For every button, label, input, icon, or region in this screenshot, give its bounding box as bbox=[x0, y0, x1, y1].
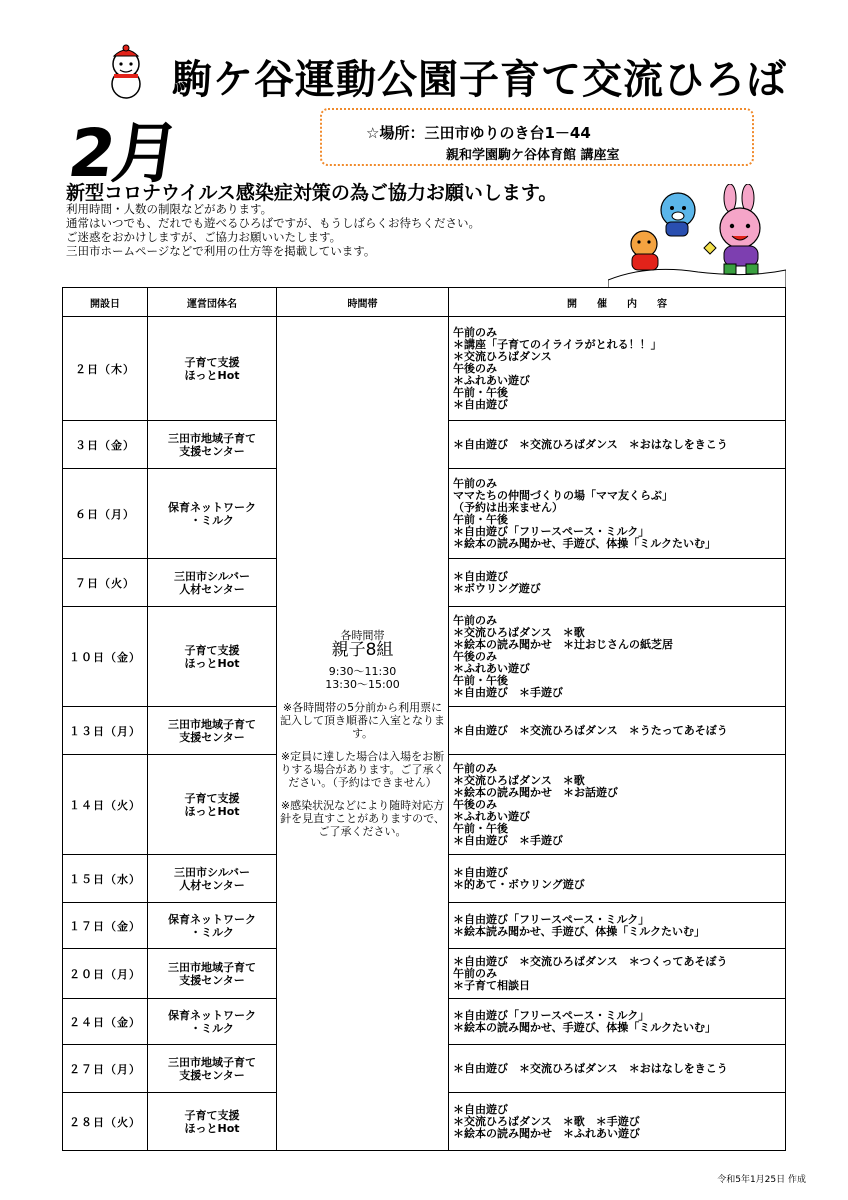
row-organization bbox=[148, 707, 277, 755]
content-line: ＊自由遊び bbox=[453, 569, 508, 583]
time-note: ※各時間帯の5分前から利用票に記入して頂き順番に入室となります。 bbox=[280, 701, 445, 740]
notice-line: 三田市ホームページなどで利用の仕方等を掲載しています。 bbox=[66, 244, 376, 258]
row-organization bbox=[148, 1093, 277, 1151]
content-line: ＊自由遊び ＊交流ひろばダンス ＊つくってあそぼう bbox=[453, 954, 728, 968]
content-line: ＊自由遊び ＊交流ひろばダンス ＊うたってあそぼう bbox=[453, 723, 728, 737]
content-line: 午前・午後 bbox=[453, 385, 508, 399]
row-date: ６日（月） bbox=[63, 469, 148, 559]
content-line: ＊ふれあい遊び bbox=[453, 809, 530, 823]
content-line: ＊絵本の読み聞かせ ＊お話遊び bbox=[453, 785, 618, 799]
time-slot-morning: 9:30～11:30 bbox=[328, 665, 397, 678]
content-line: ＊自由遊び ＊交流ひろばダンス ＊おはなしをきこう bbox=[453, 437, 728, 451]
row-date: ３日（金） bbox=[63, 421, 148, 469]
organization-line: ほっとHot bbox=[184, 368, 240, 382]
row-organization bbox=[148, 855, 277, 903]
row-date: ２８日（火） bbox=[63, 1093, 148, 1151]
notice-line: 利用時間・人数の制限などがあります。 bbox=[66, 202, 273, 216]
content-line: ＊交流ひろばダンス ＊歌 bbox=[453, 773, 585, 787]
content-line: ＊自由遊び ＊手遊び bbox=[453, 685, 563, 699]
time-note: ※感染状況などにより随時対応方針を見直すことがありますので、ご了承ください。 bbox=[280, 799, 445, 838]
content-line: ＊自由遊び bbox=[453, 865, 508, 879]
row-date: １５日（水） bbox=[63, 855, 148, 903]
content-line: ＊講座「子育てのイライラがとれる！！」 bbox=[453, 337, 662, 351]
content-line: ＊自由遊び「フリースペース・ミルク」 bbox=[453, 524, 650, 538]
organization-line: 人材センター bbox=[179, 878, 245, 892]
organization-line: ・ミルク bbox=[190, 1021, 234, 1035]
content-line: 午前・午後 bbox=[453, 673, 508, 687]
header-date: 開設日 bbox=[63, 288, 148, 317]
row-date: ２０日（月） bbox=[63, 949, 148, 999]
row-content bbox=[449, 855, 786, 903]
row-organization bbox=[148, 755, 277, 855]
content-line: 午前のみ bbox=[453, 966, 497, 980]
row-organization bbox=[148, 421, 277, 469]
organization-line: 支援センター bbox=[179, 1068, 245, 1082]
content-line: ＊絵本の読み聞かせ、手遊び、体操「ミルクたいむ」 bbox=[453, 536, 717, 550]
content-line: 午前のみ bbox=[453, 325, 497, 339]
row-date: ２日（木） bbox=[63, 317, 148, 421]
content-line: ＊絵本読み聞かせ、手遊び、体操「ミルクたいむ」 bbox=[453, 924, 706, 938]
header-time: 時間帯 bbox=[277, 288, 449, 317]
content-line: ＊自由遊び bbox=[453, 397, 508, 411]
place-address: ☆場所：三田市ゆりのき台1－44 bbox=[366, 124, 591, 142]
time-note: ※定員に達した場合は入場をお断りする場合があります。ご了承ください。（予約はできません） bbox=[280, 750, 445, 789]
row-content bbox=[449, 903, 786, 949]
row-organization bbox=[148, 999, 277, 1045]
content-line: ＊交流ひろばダンス bbox=[453, 349, 552, 363]
row-date: ２４日（金） bbox=[63, 999, 148, 1045]
row-date: １４日（火） bbox=[63, 755, 148, 855]
table-row bbox=[63, 317, 786, 421]
notice-line: 通常はいつでも、だれでも遊べるひろばですが、もうしばらくお待ちください。 bbox=[66, 216, 480, 230]
notice-heading: 新型コロナウイルス感染症対策の為ご協力お願いします。 bbox=[66, 182, 558, 204]
time-slot-afternoon: 13:30～15:00 bbox=[325, 678, 400, 691]
row-organization bbox=[148, 949, 277, 999]
organization-line: 支援センター bbox=[179, 973, 245, 987]
content-line: ＊交流ひろばダンス ＊歌 ＊手遊び bbox=[453, 1114, 640, 1128]
content-line: ＊絵本の読み聞かせ ＊ふれあい遊び bbox=[453, 1126, 640, 1140]
schedule-table bbox=[62, 287, 786, 1151]
organization-line: 子育て支援 bbox=[184, 791, 240, 805]
row-date: １３日（月） bbox=[63, 707, 148, 755]
orange-character bbox=[631, 231, 658, 270]
row-organization bbox=[148, 1045, 277, 1093]
blue-character bbox=[661, 193, 695, 236]
content-line: ＊絵本の読み聞かせ、手遊び、体操「ミルクたいむ」 bbox=[453, 1020, 717, 1034]
organization-line: 支援センター bbox=[179, 730, 245, 744]
row-content bbox=[449, 469, 786, 559]
month-heading: 2月 bbox=[63, 115, 183, 192]
organization-line: 保育ネットワーク bbox=[168, 1008, 256, 1022]
content-line: ＊自由遊び「フリースペース・ミルク」 bbox=[453, 912, 650, 926]
row-content bbox=[449, 999, 786, 1045]
content-line: 午前のみ bbox=[453, 613, 497, 627]
place-venue: 親和学園駒ケ谷体育館 講座室 bbox=[446, 148, 620, 163]
row-content bbox=[449, 1045, 786, 1093]
created-date: 令和5年1月25日 作成 bbox=[717, 1175, 806, 1185]
content-line: 午前のみ bbox=[453, 761, 497, 775]
notice-text bbox=[66, 202, 480, 258]
content-line: ＊自由遊び bbox=[453, 1102, 508, 1116]
row-content bbox=[449, 317, 786, 421]
row-date: １０日（金） bbox=[63, 607, 148, 707]
organization-line: 三田市シルバー bbox=[174, 865, 250, 879]
row-organization bbox=[148, 559, 277, 607]
content-line: （予約は出来ません） bbox=[453, 500, 563, 514]
row-content bbox=[449, 949, 786, 999]
content-line: 午後のみ bbox=[453, 649, 497, 663]
content-line: 午後のみ bbox=[453, 797, 497, 811]
organization-line: 子育て支援 bbox=[184, 355, 240, 369]
header-organization: 運営団体名 bbox=[148, 288, 277, 317]
content-line: ＊交流ひろばダンス ＊歌 bbox=[453, 625, 585, 639]
content-line: ＊的あて・ボウリング遊び bbox=[453, 877, 585, 891]
row-organization bbox=[148, 317, 277, 421]
content-line: 午後のみ bbox=[453, 361, 497, 375]
row-organization bbox=[148, 903, 277, 949]
row-content bbox=[449, 1093, 786, 1151]
organization-line: 保育ネットワーク bbox=[168, 500, 256, 514]
row-content bbox=[449, 421, 786, 469]
content-line: 午前のみ bbox=[453, 476, 497, 490]
organization-line: 三田市地域子育て bbox=[168, 717, 256, 731]
organization-line: 保育ネットワーク bbox=[168, 912, 256, 926]
content-line: ＊ボウリング遊び bbox=[453, 581, 541, 595]
table-header-row bbox=[63, 288, 786, 317]
organization-line: 三田市シルバー bbox=[174, 569, 250, 583]
content-line: ママたちの仲間づくりの場「ママ友くらぶ」 bbox=[453, 488, 673, 502]
row-date: ２７日（月） bbox=[63, 1045, 148, 1093]
content-line: ＊自由遊び「フリースペース・ミルク」 bbox=[453, 1008, 650, 1022]
time-slot-cell bbox=[277, 317, 449, 1151]
organization-line: 三田市地域子育て bbox=[168, 431, 256, 445]
row-content bbox=[449, 755, 786, 855]
content-line: 午前・午後 bbox=[453, 512, 508, 526]
organization-line: 子育て支援 bbox=[184, 1108, 240, 1122]
organization-line: ・ミルク bbox=[190, 925, 234, 939]
content-line: ＊自由遊び ＊手遊び bbox=[453, 833, 563, 847]
organization-line: 子育て支援 bbox=[184, 643, 240, 657]
snowman-illustration bbox=[100, 44, 152, 100]
pink-rabbit-character bbox=[704, 184, 760, 274]
row-content bbox=[449, 559, 786, 607]
row-organization bbox=[148, 469, 277, 559]
organization-line: 支援センター bbox=[179, 444, 245, 458]
page-title: 駒ケ谷運動公園子育て交流ひろば bbox=[172, 57, 787, 103]
time-label: 各時間帯 bbox=[340, 629, 385, 642]
organization-line: 三田市地域子育て bbox=[168, 960, 256, 974]
row-date: １７日（金） bbox=[63, 903, 148, 949]
children-characters-illustration bbox=[608, 184, 786, 288]
content-line: ＊ふれあい遊び bbox=[453, 661, 530, 675]
content-line: ＊ふれあい遊び bbox=[453, 373, 530, 387]
organization-line: 人材センター bbox=[179, 582, 245, 596]
content-line: ＊子育て相談日 bbox=[453, 978, 530, 992]
notice-line: ご迷惑をおかけしますが、ご協力お願いいたします。 bbox=[66, 230, 342, 244]
organization-line: ほっとHot bbox=[184, 804, 240, 818]
organization-line: 三田市地域子育て bbox=[168, 1055, 256, 1069]
content-line: ＊自由遊び ＊交流ひろばダンス ＊おはなしをきこう bbox=[453, 1061, 728, 1075]
organization-line: ほっとHot bbox=[184, 656, 240, 670]
header-content: 開 催 内 容 bbox=[449, 288, 786, 317]
content-line: ＊絵本の読み聞かせ ＊辻おじさんの紙芝居 bbox=[453, 637, 673, 651]
time-groups: 親子8組 bbox=[331, 640, 394, 660]
content-line: 午前・午後 bbox=[453, 821, 508, 835]
row-date: ７日（火） bbox=[63, 559, 148, 607]
place-box bbox=[320, 108, 754, 166]
row-organization bbox=[148, 607, 277, 707]
organization-line: ほっとHot bbox=[184, 1121, 240, 1135]
organization-line: ・ミルク bbox=[190, 513, 234, 527]
row-content bbox=[449, 707, 786, 755]
row-content bbox=[449, 607, 786, 707]
